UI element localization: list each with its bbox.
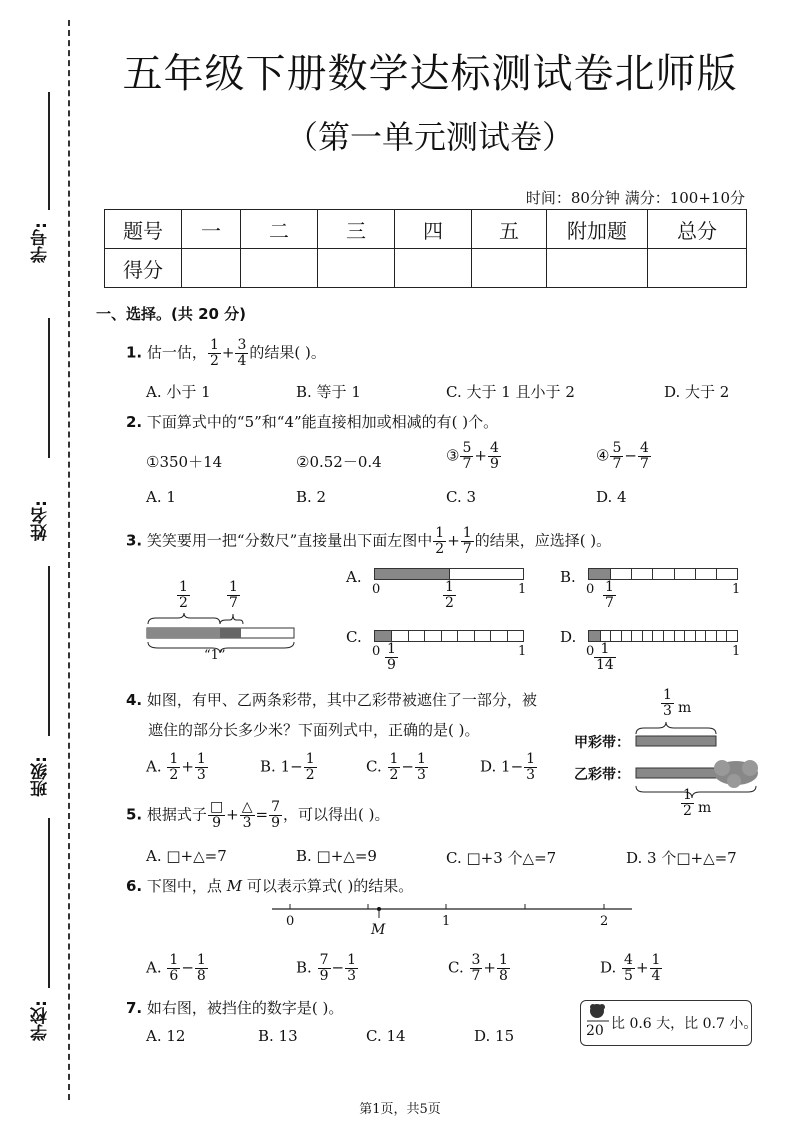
option-b[interactable]: B. 1− $\frac{1}{2}$ [260,751,315,783]
question-number: 6. [126,877,143,895]
score-input-cell[interactable] [547,249,648,288]
fraction: $\frac{1}{7}$ [462,525,472,557]
score-input-cell[interactable] [241,249,318,288]
option-d[interactable]: D. 3 个□+△=7 [626,849,737,867]
expression-1: ①350＋14 [146,453,223,471]
fraction: $\frac{1}{2}$ [435,525,445,557]
question-text: 如图，有甲、乙两条彩带，其中乙彩带被遮住了一部分，被 [146,691,537,709]
question-6 [126,876,413,896]
q3-left-figure [146,579,296,663]
question-text: ，可以得出( )。 [283,805,390,824]
option-d[interactable]: D. [560,628,577,646]
score-input-cell[interactable] [395,249,472,288]
score-table [104,209,747,288]
question-number: 1. [126,343,143,362]
score-cell: 附加题 [547,210,648,249]
option-b[interactable]: B. $\frac{7}{9}$ − $\frac{1}{3}$ [296,952,356,984]
option-d[interactable]: D. $\frac{4}{5}$ + $\frac{1}{4}$ [600,952,661,984]
time-info: 时间：80分钟 满分：100+10分 [525,189,745,207]
option-a[interactable]: A. 1 [146,488,176,506]
student-no-line [48,92,50,210]
class-line [48,566,50,736]
box-denominator: 20 [586,1023,604,1039]
question-4 [126,690,537,710]
page-title: 五年级下册数学达标测试卷北师版 [122,51,738,97]
score-cell: 四 [395,210,472,249]
tick-label-2: 2 [600,914,609,929]
question-2 [126,412,498,432]
question-number: 2. [126,413,143,431]
question-text: 如右图，被挡住的数字是( )。 [146,999,344,1017]
question-text: 估一估， [146,343,207,362]
score-table-header-row [105,210,747,249]
student-no-label: 学号: [31,222,51,263]
name-label: 姓名: [31,500,51,541]
ribbon-yi-label: 乙彩带： [574,767,630,783]
question-5: 5. 根据式子 $\frac{□}{9}$ + $\frac{\triangle}{3}$ = $\frac{7}{9}$ ，可以得出( )。 [126,799,390,831]
score-input-cell[interactable] [472,249,547,288]
school-line [48,818,50,988]
question-number: 3. [126,531,143,550]
question-text: 下面算式中的“5”和“4”能直接相加或相减的有( )个。 [146,413,499,431]
question-4-line2: 遮住的部分长多少米？下面列式中，正确的是( )。 [148,721,480,739]
option-c[interactable]: C. $\frac{3}{7}$ + $\frac{1}{8}$ [448,952,508,984]
option-a[interactable]: A. $\frac{1}{6}$ − $\frac{1}{8}$ [146,952,206,984]
option-a[interactable]: A. [346,568,362,586]
page-subtitle: （第一单元测试卷） [285,118,574,156]
question-text: 笑笑要用一把“分数尺”直接量出下面左图中 [146,531,433,550]
question-3: 3. 笑笑要用一把“分数尺”直接量出下面左图中 $\frac{1}{2}$ + $\frac{1}{7}$ 的结果，应选择( )。 [126,525,612,557]
option-c[interactable]: C. 大于 1 且小于 2 [446,383,575,401]
number-line [270,898,640,948]
question-text: 的结果，应选择( )。 [474,531,612,550]
ruler-b: 0 1 $\frac{1}{7}$ [588,568,738,618]
expression-2: ②0.52－0.4 [296,453,382,471]
tick-label-1: 1 [442,914,451,929]
ribbon-jia-label: 甲彩带： [574,735,630,751]
score-cell: 五 [472,210,547,249]
ruler-a: 0 1 $\frac{1}{2}$ [374,568,524,618]
fraction-seventh: $\frac{1}{7}$ [229,579,238,611]
question-text: 的结果( )。 [249,343,326,362]
score-row-label: 得分 [105,249,182,288]
question-text: 下图中，点 [146,877,227,895]
expression-3: ③ $\frac{5}{7}$ + $\frac{4}{9}$ [446,440,499,472]
option-a[interactable]: A. 小于 1 [146,383,211,401]
page-footer: 第1页，共5页 [359,1102,441,1117]
option-c[interactable]: C. [346,628,362,646]
score-table-score-row [105,249,747,288]
fraction-half: $\frac{1}{2}$ [179,579,188,611]
option-d[interactable]: D. 15 [474,1027,515,1045]
option-b[interactable]: B. 2 [296,488,327,506]
score-input-cell[interactable] [182,249,241,288]
question-7 [126,998,343,1018]
option-c[interactable]: C. □+3 个△=7 [446,849,557,867]
question-number: 4. [126,691,143,709]
question-number: 5. [126,805,143,824]
number-line-svg [270,898,640,948]
question-number: 7. [126,999,143,1017]
option-c[interactable]: C. $\frac{1}{2}$ − $\frac{1}{3}$ [366,751,426,783]
option-a[interactable]: A. 12 [146,1027,186,1045]
point-m-label: M [371,922,386,938]
point-m-text: M [226,877,243,895]
question-1: 1. 估一估， $\frac{1}{2}$ + $\frac{3}{4}$ 的结果( )。 [126,337,326,369]
q4-ribbon-figure: $\frac{1}{3}$ m 甲彩带： 乙彩带： $\frac{1}{2}$ m [574,688,764,828]
score-cell: 总分 [648,210,747,249]
fraction: $\frac{1}{2}$ [209,337,219,369]
q7-hint-box [580,1000,758,1046]
whole-label: “1” [204,648,226,663]
score-cell: 三 [318,210,395,249]
tick-label-0: 0 [286,914,295,929]
option-a[interactable]: A. $\frac{1}{2}$ + $\frac{1}{3}$ [146,751,206,783]
score-input-cell[interactable] [648,249,747,288]
ruler-c: 0 1 $\frac{1}{9}$ [374,630,524,680]
option-a[interactable]: A. □+△=7 [146,847,227,865]
fraction: $\frac{3}{4}$ [237,337,247,369]
score-input-cell[interactable] [318,249,395,288]
question-text: 可以表示算式( )的结果。 [242,877,414,895]
score-cell: 题号 [105,210,182,249]
option-c[interactable]: C. 14 [366,1027,406,1045]
option-d[interactable]: D. 1− $\frac{1}{3}$ [480,751,536,783]
option-b[interactable]: B. 等于 1 [296,383,361,401]
ribbon-svg [574,688,764,828]
box-text: 比 0.6 大，比 0.7 小。 [611,1016,758,1032]
score-cell: 一 [182,210,241,249]
ruler-d: 0 1 $\frac{1}{14}$ [588,630,738,680]
binding-dashed-line [68,20,70,1100]
class-label: 班级: [31,756,51,797]
school-label: 学校: [31,1000,51,1041]
expression-4: ④ $\frac{5}{7}$ − $\frac{4}{7}$ [596,440,649,472]
score-cell: 二 [241,210,318,249]
option-d[interactable]: D. 4 [596,488,627,506]
option-b[interactable]: B. [560,568,576,586]
section-title: 一、选择。(共 20 分) [96,305,247,323]
question-text: 根据式子 [146,805,207,824]
option-b[interactable]: B. □+△=9 [296,847,377,865]
name-line [48,318,50,458]
option-d[interactable]: D. 大于 2 [664,383,730,401]
option-b[interactable]: B. 13 [258,1027,298,1045]
option-c[interactable]: C. 3 [446,488,477,506]
